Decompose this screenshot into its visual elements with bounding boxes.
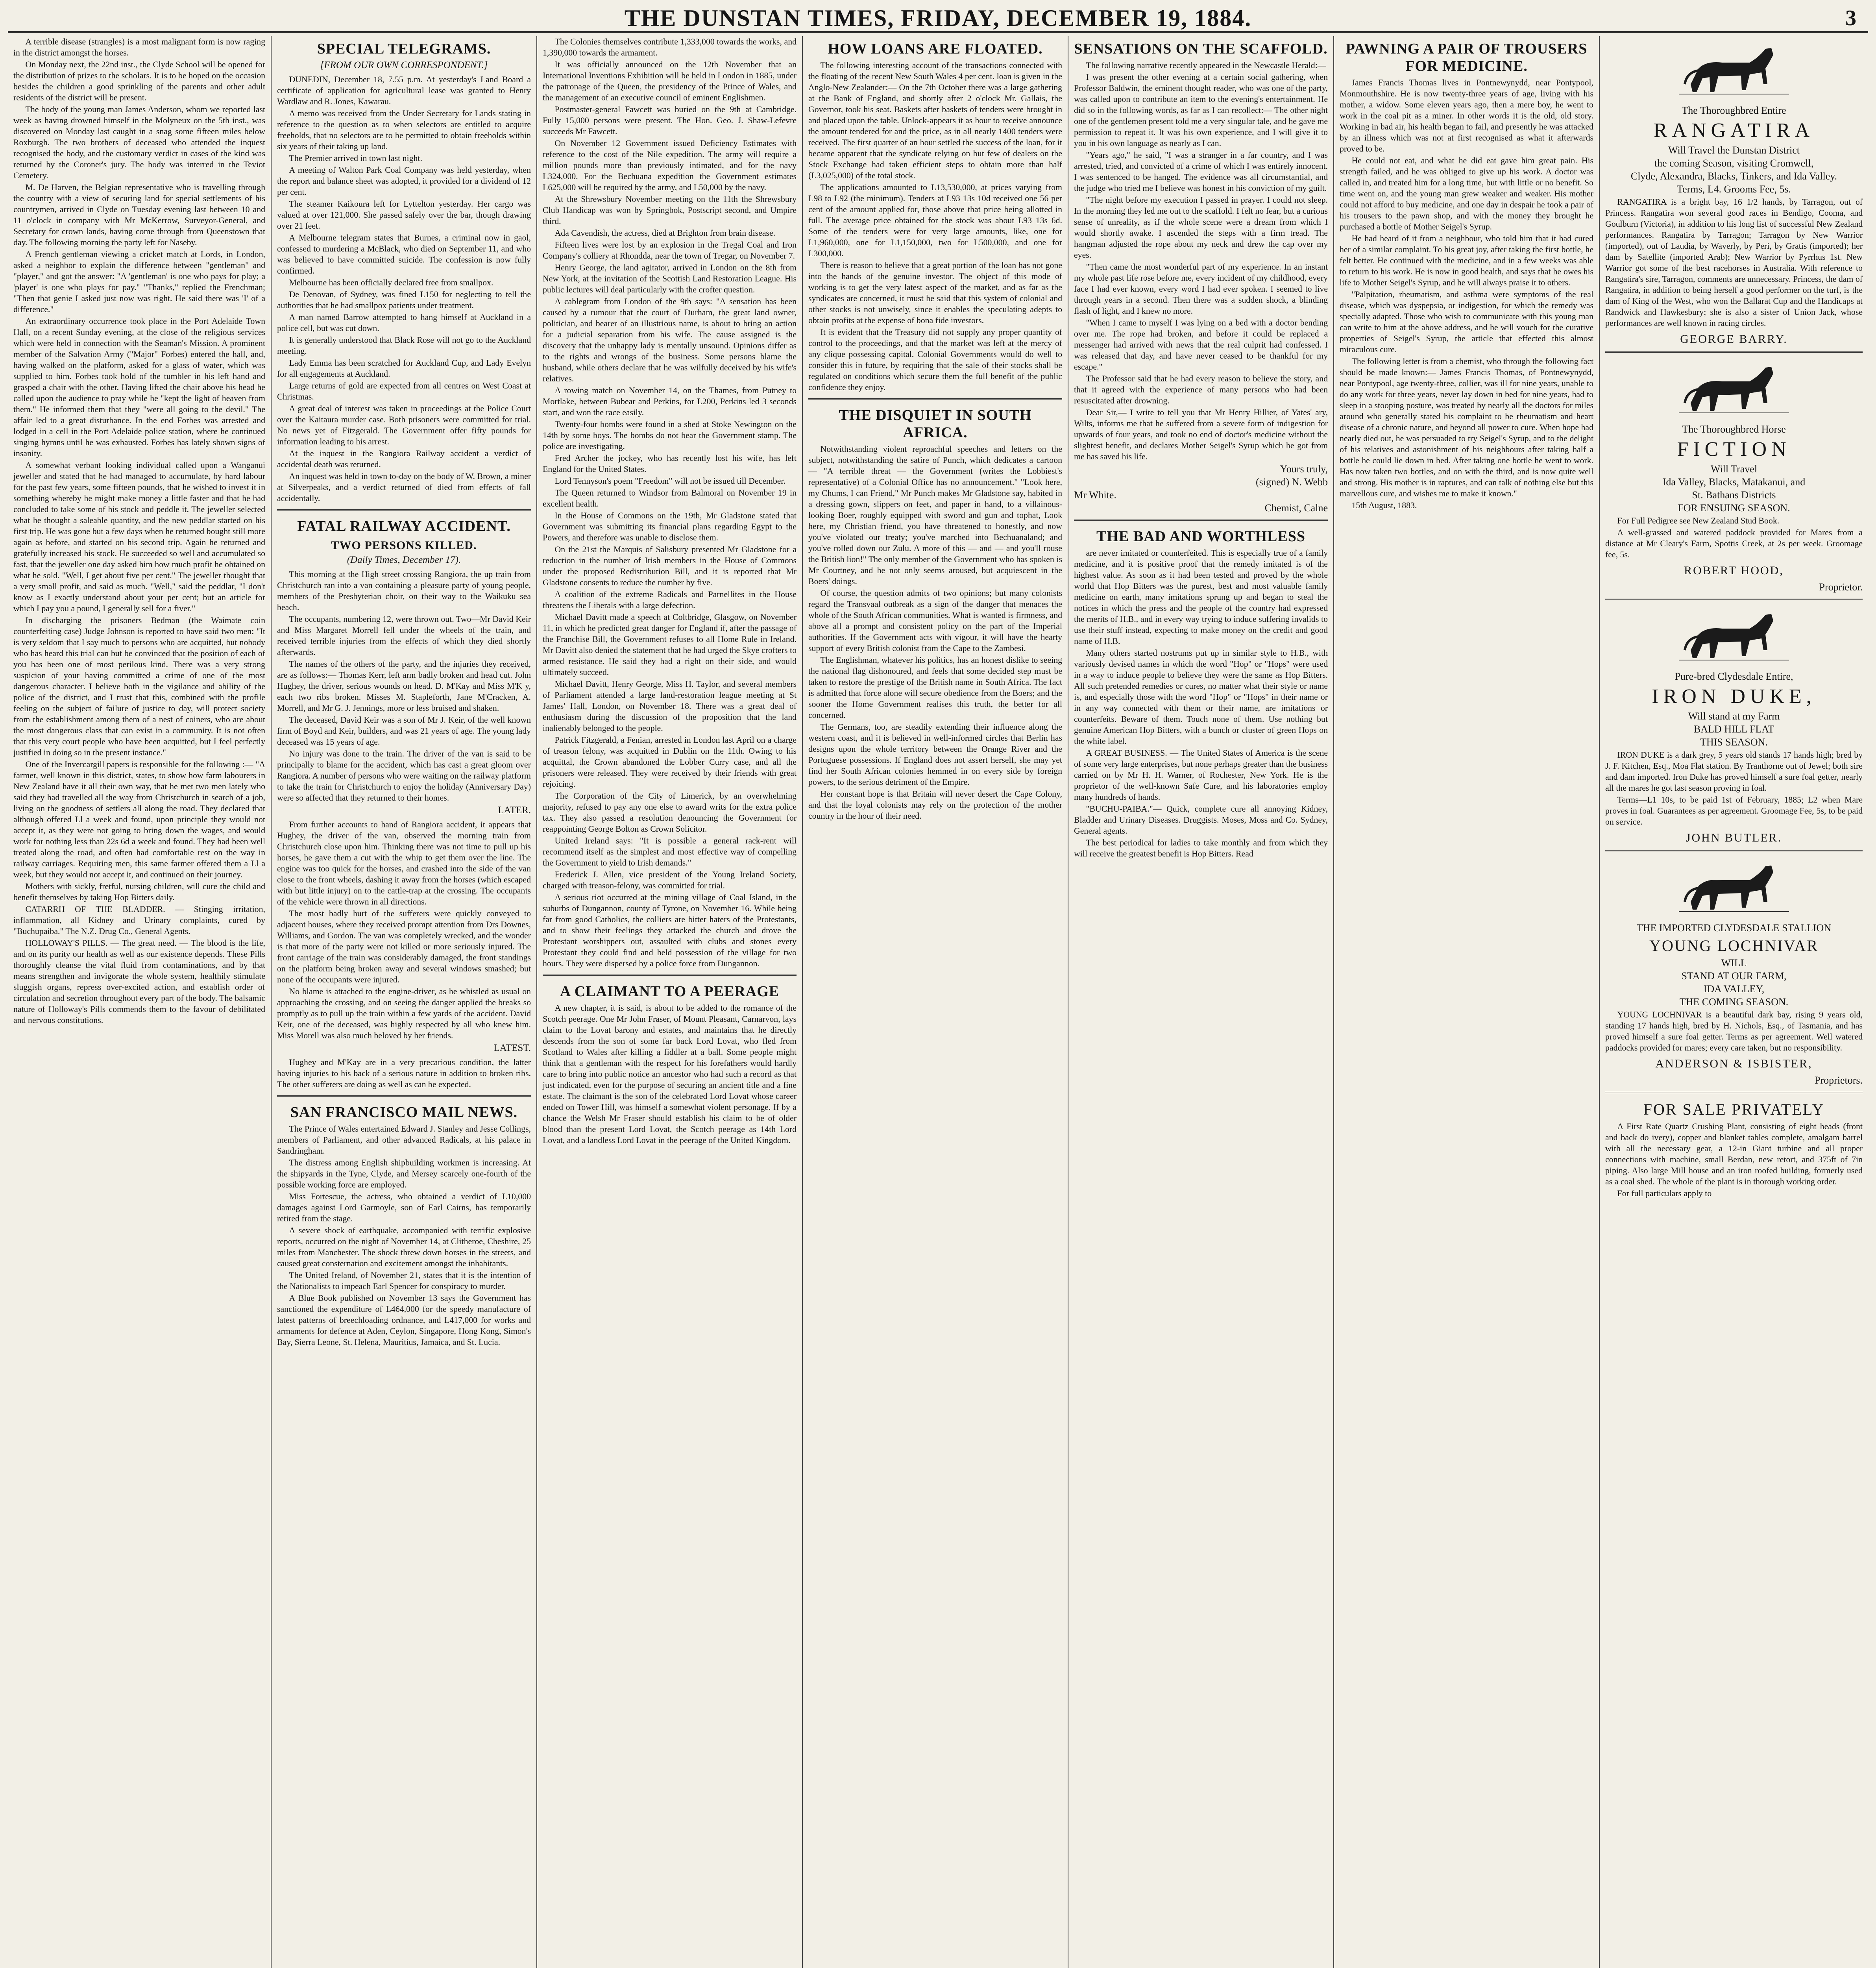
fiction-line-3: St. Bathans Districts — [1692, 489, 1776, 501]
heading-peerage: A CLAIMANT TO A PEERAGE — [560, 983, 780, 1000]
paragraph: The Corporation of the City of Limerick, by an overwhelming majority, refused to pay any one else to award writs for the extra police tax. They also passed a resolution denouncing the Government for reappointing George Bolton as Crown Solicitor. — [543, 791, 797, 834]
divider — [1605, 351, 1863, 354]
rangatira-text: RANGATIRA is a bright bay, 16 1/2 hands, by Tarragon, out of Princess. Rangatira won several good races in Bendigo, Cooma, and Goulburn (Victoria), in addition to his long list of successful New Zealand performances. Rangatira by Tarragon; Tarragon by New Warrior (imported), out of Laudia, by Waverly, by Peri, by Gratis (imported); her dam by Satellite (imported Arab); New Warrior by Pyrrhus 1st. New Warrior got some of the best racehorses in Australia. With reference to Rangatira's sire, Tarragon, comments are unnecessary. Princess, the dam of Rangatira, in addition to being herself a good performer on the turf, is the dam of King of the West, who won the Ballarat Cup and the Handicaps at Randwick and Hawkesbury; she is also a sister of Union Jack, whose performances are well known in racing circles. — [1605, 197, 1863, 328]
loans-body — [808, 60, 1062, 393]
paragraph: Lady Emma has been scratched for Auckland Cup, and Lady Evelyn for all engagements at Auckland. — [277, 358, 531, 379]
lochnivar-line-2: STAND AT OUR FARM, — [1681, 970, 1787, 982]
disquiet-body — [808, 444, 1062, 821]
paragraph: In the House of Commons on the 19th, Mr Gladstone stated that Government was submitting its financial plans regarding Egypt to the Powers, and therefore was unable to disclose them. — [543, 511, 797, 542]
fiction-line-1: Will Travel — [1710, 463, 1758, 475]
paragraph: Twenty-four bombs were found in a shed at Stoke Newington on the 14th by some boys. The bombs do not bear the Government stamp. The police are investigating. — [543, 420, 797, 451]
divider — [1605, 599, 1863, 601]
paragraph: A man named Barrow attempted to hang himself at Auckland in a police cell, but was cut down. — [277, 313, 531, 333]
paragraph: The Prince of Wales entertained Edward J. Stanley and Jesse Collings, members of Parliament, and other advanced Radicals, at his palace in Sandringham. — [277, 1124, 531, 1156]
fiction-text-2: A well-grassed and watered paddock provided for Mares from a distance at Mr Cleary's Farm, Spottis Creek, at 2s per week. Groomage fee, 5s. — [1605, 528, 1863, 559]
paragraph: Michael Davitt made a speech at Coltbridge, Glasgow, on November 11, in which he predicted great danger for England if, after the passage of the Franchise Bill, the Government refuses to all Home Rule in Ireland. Mr Davitt also denied the statement that he had urged the Skye crofters to armed resistance. He said they had a right on their side, and would ultimately succeed. — [543, 612, 797, 677]
paragraph: De Denovan, of Sydney, was fined L150 for neglecting to tell the authorities that he had smallpox patients under treatment. — [277, 290, 531, 310]
paragraph: The Queen returned to Windsor from Balmoral on November 19 in excellent health. — [543, 488, 797, 509]
paragraph: The steamer Kaikoura left for Lyttelton yesterday. Her cargo was valued at over 121,000. She passed safely over the bar, though drawing over 21 feet. — [277, 199, 531, 231]
paragraph: "When I came to myself I was lying on a bed with a doctor bending over me. The rope had broken, and before it could be replaced a messenger had arrived with news that the real culprit had confessed. I was released that day, and have never ceased to be thankful for my escape." — [1074, 318, 1328, 372]
paragraph: Hughey and M'Kay are in a very precarious condition, the latter having injuries to his back of a serious nature in addition to broken ribs. The other sufferers are doing as well as can be expected. — [277, 1058, 531, 1089]
sale-text: A First Rate Quartz Crushing Plant, consisting of eight heads (front and back do ivery), copper and blanket tables complete, amalgam barrel with all the necessary gear, a 12-in Giant turbine and all proper connections with machine, small Berdan, new retort, and 375ft of 7in piping. Also large Mill house and an iron roofed building, formerly used as a coal shed. The whole of the plant is in thorough working order. — [1605, 1122, 1863, 1186]
paragraph: Michael Davitt, Henry George, Miss H. Taylor, and several members of Parliament attended a large land-restoration league meeting at St James' Hall, London, on November 18. There was a great deal of enthusiasm during the discussion of the proposition that the land inalienably belonged to the people. — [543, 679, 797, 733]
paragraph: He could not eat, and what he did eat gave him great pain. His strength failed, and he was obliged to give up his work. A doctor was called in, and treated him for a long time, but with little or no benefit. So time went on, and the young man grew weaker and weaker. His mother could not afford to buy medicine, and one day in despair he took a pair of his trousers to the pawn shop, and with the money they brought he purchased a bottle of Mother Seigel's Syrup. — [1340, 156, 1593, 231]
paragraph: This morning at the High street crossing Rangiora, the up train from Christchurch ran into a van containing a pleasure party of young people, members of the Presbyterian choir, on their way to the Waikuku sea beach. — [277, 570, 531, 612]
paragraph: A severe shock of earthquake, accompanied with terrific explosive reports, occurred on the night of November 14, at Clitheroe, Cheshire, 25 miles from Manchester. The shock threw down horses in the streets, and caused great consternation and excitement amongst the inhabitants. — [277, 1226, 531, 1268]
iron-duke-line-2: BALD HILL FLAT — [1693, 723, 1774, 735]
paragraph: "Years ago," he said, "I was a stranger in a far country, and I was arrested, tried, and convicted of a crime of which I was entirely innocent. I was sentenced to be hanged. The evidence was all circumstantial, and the judge who tried me I believe was honest in his conviction of my guilt. — [1074, 150, 1328, 193]
paragraph: From further accounts to hand of Rangiora accident, it appears that Hughey, the driver of the van, observed the morning train from Christchurch close upon him. Thinking there was not time to pull up his horses, he gave them a cut with the whip to get them over the line. The engine was too quick for the horses, and crashed into the side of the van close to the front wheels, dashing it away from the horses (which escaped with but little injury) on to the cattle-trap at the crossing. The occupants of the vehicle were thrown in all directions. — [277, 820, 531, 906]
paragraph: A French gentleman viewing a cricket match at Lords, in London, asked a neighbor to explain the difference between "gentleman" and "player," and got the answer: "A 'gentleman' is one who pays for play; a 'player' is one who plays for pay." "Thanks," replied the Frenchman; "Then that genie I asked just now was right. He said there was 'I' of a difference." — [13, 250, 265, 314]
rangatira-line-3: Clyde, Alexandra, Blacks, Tinkers, and Ida Valley. — [1630, 170, 1837, 182]
paragraph: Patrick Fitzgerald, a Fenian, arrested in London last April on a charge of treason felony, was acquitted in Dublin on the 11th. Owing to his acquittal, the Crown abandoned the Lobber Curry case, and all the prisoners were released. They were received by their friends with great rejoicing. — [543, 735, 797, 789]
paragraph: The deceased, David Keir was a son of Mr J. Keir, of the well known firm of Boyd and Keir, builders, and was 21 years of age. The young lady deceased was 15 years of age. — [277, 715, 531, 747]
mail-body — [277, 1123, 531, 1348]
paragraph: The United Ireland, of November 21, states that it is the intention of the Nationalists to impeach Earl Spencer for conspiracy to murder. — [277, 1271, 531, 1291]
horse-engraving-icon — [1675, 41, 1793, 100]
paragraph: It was officially announced on the 12th November that an International Inventions Exhibition will be held in London in 1885, under the patronage of the Queen, the presidency of the Prince of Wales, and the management of an executive council of eminent Englishmen. — [543, 60, 797, 102]
sale-footer: For full particulars apply to — [1617, 1189, 1712, 1198]
divider — [543, 975, 797, 977]
paragraph: There is reason to believe that a great portion of the loan has not gone into the hands of the genuine investor. The object of this mode of working is to get the very latest aspect of the market, and as far as the syndicates are concerned, it must be said that this system of colonial and other stocks is not unwisely, since it enables the speculating adepts to obtain profits at the expense of bona fide investors. — [808, 261, 1062, 325]
paragraph: Mothers with sickly, fretful, nursing children, will cure the child and benefit themselves by taking Hop Bitters daily. — [13, 882, 265, 902]
paragraph: United Ireland says: "It is possible a general rack-rent will recommend itself as the simplest and most effective way of compelling the Government to yield to Irish demands." — [543, 836, 797, 867]
paragraph: I was present the other evening at a certain social gathering, when Professor Baldwin, the eminent thought reader, who was one of the party, was called upon to contribute an item to the evening's entertainment. He did so in the following words, as far as I can recollect:— The other night one of the gentlemen present told me a very singular tale, and he gave me permission to repeat it. It was his own experience, and I will give it to you in his own language as nearly as I can. — [1074, 72, 1328, 148]
horse-engraving-icon — [1675, 360, 1793, 419]
paragraph: The following letter is from a chemist, who through the following fact should be made known:— James Francis Thomas, of Pontnewynydd, near Pontypool, age twenty-three, collier, was ill for nine years, unable to do any work for three years, never lay down in bed for nine years, had to sleep in a stooping posture, was treated by nearly all the doctors for miles around who generally stated his complaint to be rheumatism and heart disease of a chronic nature, and beyond all power to cure. When hope had nearly died out, he was persuaded to try Seigel's Syrup, and to the delight of his relatives and astonishment of his neighbours after taking half a bottle he could lie down in bed. After taking one bottle he went to work. Has now taken two bottles, and on with the third, and is now quite well and strong. His mother is in raptures, and can talk of nothing else but this marvellous cure, and wishes me to make it known." — [1340, 357, 1593, 498]
column-7-ads — [1600, 36, 1868, 1968]
paragraph: Lord Tennyson's poem "Freedom" will not be issued till December. — [554, 476, 786, 486]
bad-body — [1074, 547, 1328, 859]
paragraph: On Monday next, the 22nd inst., the Clyde School will be opened for the distribution of prizes to the scholars. It is to be hoped on the occasion besides the children a good sprinkling of the parents and other adult residents of the district will be present. — [13, 60, 265, 102]
paragraph: 15th August, 1883. — [1351, 501, 1417, 510]
latest-label: LATEST. — [493, 1043, 531, 1053]
fiction-caption: The Thoroughbred Horse — [1682, 424, 1786, 435]
paragraph: It is evident that the Treasury did not supply any proper quantity of control to the proceedings, and that the market was left at the mercy of any clique possessing capital. Colonial Governments would do well to consider this in future, by requiring that the sale of their stocks shall be regulated on conditions which secure them the full benefit of the public confidence they enjoy. — [808, 327, 1062, 392]
heading-sensations: SENSATIONS ON THE SCAFFOLD. — [1074, 41, 1328, 57]
paragraph: The Englishman, whatever his politics, has an honest dislike to seeing the national flag dishonoured, and feels that some decided step must be taken to restore the prestige of the British name in South Africa. The fact is admitted that force alone will secure obedience from the Boers; and the sooner the Home Government realises this truth, the better for all concerned. — [808, 655, 1062, 720]
paragraph: Dear Sir,— I write to tell you that Mr Henry Hillier, of Yates' ary, Wilts, informs me that he suffered from a severe form of indigestion for upwards of four years, and took no end of doctor's medicine without the slightest benefit, and declares Mother Seigel's Syrup which he got from me has saved his life. — [1074, 408, 1328, 461]
paragraph: The following narrative recently appeared in the Newcastle Herald:— — [1086, 61, 1326, 70]
paragraph: The following interesting account of the transactions connected with the floating of the recent New South Wales 4 per cent. loan is given in the Anglo-New Zealander:— On the 7th October there was a large gathering at the Bank of England, and shortly after 2 o'clock Mr. Gallais, the Governor, took his seat. Baskets after baskets of tenders were brought in and placed upon the table. Unlock-appears it as hour to receive announce the amount tendered for and the price, as in all nearly 1400 tenders were received. The first quarter of an hour settled the success of the loan, for it became apparent that the syndicate relying on but few of dealers on the Stock Exchange had taken efficient steps to obtain more than half (L3,025,000) of the total stock. — [808, 61, 1062, 180]
paragraph: The names of the others of the party, and the injuries they received, are as follows:— Thomas Kerr, left arm badly broken and head cut. John Hughey, the driver, serious wounds on head. D. M'Kay and Miss M'K y, each two ribs broken. Misses M. Stapleforth, Jane M'Cracken, A. Morrell, and Mr G. J. Jennings, more or less bruised and shaken. — [277, 659, 531, 713]
paragraph: The most badly hurt of the sufferers were quickly conveyed to adjacent houses, where they received prompt attention from Drs Downes, Williams, and Gordon. The van was completely wrecked, and the wonder is that more of the party were not killed or more seriously injured. The front carriage of the train was considerably damaged, the front standings on the platform being broken away and several windows smashed; but none of the occupants were injured. — [277, 909, 531, 984]
paragraph: It is generally understood that Black Rose will not go to the Auckland meeting. — [277, 335, 531, 356]
paragraph: Fifteen lives were lost by an explosion in the Tregal Coal and Iron Company's colliery at Rhondda, near the town of Tregar, on November 7. — [543, 240, 797, 261]
rangatira-name: RANGATIRA — [1653, 119, 1815, 142]
paragraph: HOLLOWAY'S PILLS. — The great need. — The blood is the life, and on its purity our health as well as our existence depends. These Pills thoroughly cleanse the vital fluid from contaminations, and by that means strengthen and invigorate the whole system, healthily stimulate sluggish organs, repress over-excited action, and establish order of circulation and secretion throughout every part of the body. The balsamic nature of Holloway's Pills commends them to the favour of debilitated and nervous constitutions. — [13, 938, 265, 1025]
paragraph: The Colonies themselves contribute 1,333,000 towards the works, and 1,390,000 towards the armament. — [543, 37, 797, 57]
column-4 — [803, 36, 1068, 1968]
signature-mr-white: Mr White. — [1074, 489, 1116, 501]
page-number: 3 — [1845, 6, 1856, 30]
paragraph: Of course, the question admits of two opinions; but many colonists regard the Transvaal outbreak as a sign of the danger that menaces the whole of the South African communities. What is wanted is firmness, and above all a prompt and consistent policy on the part of the Imperial authorities. If the Government acts with vigour, it will have the hearty support of every British colonist from the Cape to the Zambesi. — [808, 588, 1062, 653]
iron-duke-terms: Terms—L1 10s, to be paid 1st of February, 1885; L2 when Mare proves in foal. Guarantees as per agreement. Groomage Fee, 5s, to be paid on service. — [1605, 795, 1863, 827]
heading-pawning: PAWNING A PAIR OF TROUSERS FOR MEDICINE. — [1346, 41, 1588, 74]
paragraph: At the Shrewsbury November meeting on the 11th the Shrewsbury Club Handicap was won by Springbok, Postscript second, and Umpire third. — [543, 194, 797, 226]
iron-duke-line-3: THIS SEASON. — [1700, 736, 1768, 748]
iron-duke-signature: JOHN BUTLER. — [1686, 831, 1782, 844]
paragraph: Henry George, the land agitator, arrived in London on the 8th from New York, at the invitation of the Scottish Land Restoration League. His public lectures will deal particularly with the crofter question. — [543, 263, 797, 294]
paragraph: Postmaster-general Fawcett was buried on the 9th at Cambridge. Fully 15,000 persons were present. The Hon. Geo. J. Shaw-Lefevre succeeds Mr Fawcett. — [543, 105, 797, 136]
heading-loans: HOW LOANS ARE FLOATED. — [828, 41, 1043, 57]
heading-special-telegrams: SPECIAL TELEGRAMS. — [317, 41, 491, 57]
lochnivar-line-3: IDA VALLEY, — [1703, 983, 1765, 995]
column-1 — [8, 36, 272, 1968]
paragraph: James Francis Thomas lives in Pontnewynydd, near Pontypool, Monmouthshire. He is now twenty-three years of age, living with his mother, a widow. Some eleven years ago, then a mere boy, he went to work in the coal pit as a miner. In other words it is the old, old story. Working in bad air, his health began to fail, and presently he was attacked by an illness which was not at first recognised as what it afterwards proved to be. — [1340, 78, 1593, 154]
paragraph: An inquest was held in town to-day on the body of W. Brown, a miner at Silverpeaks, and a verdict returned of died from effects of fall accidentally. — [277, 472, 531, 503]
heading-disquiet: THE DISQUIET IN SOUTH AFRICA. — [839, 407, 1032, 441]
subheading-correspondent: [FROM OUR OWN CORRESPONDENT.] — [320, 60, 488, 70]
fiction-name: FICTION — [1677, 438, 1791, 461]
column-2 — [272, 36, 537, 1968]
later-label: LATER. — [497, 805, 531, 816]
paragraph: No blame is attached to the engine-driver, as he whistled as usual on approaching the crossing, and on seeing the danger applied the breaks so promptly as to pull up the train within a few yards of the accident. David Keir, one of the deceased, was highly respected by all who knew him. Miss Morell was also much beloved by her friends. — [277, 987, 531, 1040]
iron-duke-text: IRON DUKE is a dark grey, 5 years old stands 17 hands high; bred by J. F. Kitchen, Esq., Moa Flat station. By Tranthorne out of Jewel; both sire and dam imported. Iron Duke has proved himself a sure foal getter, nearly all the mares he got last season proving in foal. — [1605, 750, 1863, 793]
column-3 — [537, 36, 803, 1968]
rangatira-caption: The Thoroughbred Entire — [1682, 105, 1786, 116]
paragraph: A terrible disease (strangles) is a most malignant form is now raging in the district amongst the horses. — [13, 37, 265, 57]
masthead — [8, 3, 1868, 33]
iron-duke-caption: Pure-bred Clydesdale Entire, — [1675, 671, 1793, 682]
fiction-line-2: Ida Valley, Blacks, Matakanui, and — [1662, 476, 1806, 488]
divider — [1605, 850, 1863, 853]
signature-yours: Yours truly, — [1280, 463, 1328, 475]
paragraph: A somewhat verbant looking individual called upon a Wanganui jeweller and stated that he had managed to accumulate, by hard labour for the past few years, some fifteen pounds, that he wished to invest it in something whereby he might make money a little faster and that he had concluded to take some of his stock and peddle it. The jeweller selected what he thought a saleable quantity, and the new peddlar started on his first trip. He was gone but a few days when he returned bought still more again as before, and started on his second trip. Again he returned and gratefully increased his stock. He succeeded so well and accumulated so fast, that the jeweller one day asked him how much profit he obtained on what he sold. "Well, I get about five per cent." The jeweller thought that a very small profit, and said as much. "Well," said the peddlar, "I don't know as I exactly understand about your per cent; but an article for which I pay you a pound, I generally sell for a fiver." — [13, 461, 265, 613]
paragraph: "Then came the most wonderful part of my experience. In an instant my whole past life rose before me, every incident of my childhood, every face I had ever known, every word I had ever spoken. I seemed to live through years in a second. Then there was a sudden shock, a blinding flash of light, and I knew no more. — [1074, 262, 1328, 316]
horse-engraving-icon — [1675, 607, 1793, 666]
paragraph: A cablegram from London of the 9th says: "A sensation has been caused by a rumour that the court of Durham, the great land owner, politician, and bearer of an illustrious name, is about to bring an action for a judicial separation from his wife. The cause assigned is the discovery that the unhappy lady is mentally unsound. Opinions differ as to the rights and wrongs of the business. Some persons blame the husband, while others declare that he was wilfully deceived by his wife's relatives. — [543, 297, 797, 383]
lochnivar-name: YOUNG LOCHNIVAR — [1649, 937, 1819, 954]
paragraph: The occupants, numbering 12, were thrown out. Two—Mr David Keir and Miss Margaret Morrell fell under the wheels of the train, and received terrible injuries from the effects of which they died shortly afterwards. — [277, 614, 531, 657]
paragraph: He had heard of it from a neighbour, who told him that it had cured her of a similar complaint. To his great joy, after taking the first bottle, he felt better. He continued with the medicine, and in a few weeks was able to return to his work. He is now in good health, and says that he owes his life to Mother Seigel's Syrup, and he will always praise it to others. — [1340, 234, 1593, 287]
paragraph: One of the Invercargill papers is responsible for the following :— "A farmer, well known in this district, states, to show how farm labourers in New Zealand have it all their own way, that he met two men lately who said they had travelled all the way from Christchurch in search of a job, living on the goodness of settlers all along the road. They declared that although offered Ll a week and found, upon principle they would not accept it, as they were not going to bring down the wages, and would work for nothing less than 22s 6d a week and found. They had been well treated along the road, and often had comfortable rest on the way in railway carriages. Requiring men, this same farmer offered them a Ll a week, but they would not accept it, and continued on their journey. — [13, 760, 265, 879]
divider — [808, 398, 1062, 401]
heading-bad-worthless: THE BAD AND WORTHLESS — [1096, 528, 1306, 545]
lochnivar-text: YOUNG LOCHNIVAR is a beautiful dark bay, rising 9 years old, standing 17 hands high, bred by H. Nichols, Esq., of Tasmania, and has proved himself a sure foal getter. Terms as per agreement. Well watered paddocks provided for mares; every care taken, but no responsibility. — [1605, 1010, 1863, 1052]
paragraph: "Palpitation, rheumatism, and asthma were symptoms of the real disease, which was dyspepsia, or indigestion, for which the remedy was specially adapted. Those who wish to communicate with this young man can write to him at the above address, and he will vouch for the curative properties of Seigel's Syrup, the article that effected this almost miraculous cure. — [1340, 290, 1593, 354]
paragraph: The Premier arrived in town last night. — [289, 154, 422, 163]
rangatira-signature: GEORGE BARRY. — [1680, 333, 1788, 346]
column-5 — [1068, 36, 1334, 1968]
paragraph: Ada Cavendish, the actress, died at Brighton from brain disease. — [554, 228, 776, 238]
divider — [1074, 520, 1328, 522]
paragraph: Miss Fortescue, the actress, who obtained a verdict of L10,000 damages against Lord Garmoyle, son of Earl Cairns, has temporarily retired from the stage. — [277, 1192, 531, 1223]
fiction-text: For Full Pedigree see New Zealand Stud Book. — [1617, 516, 1780, 525]
lochnivar-line-1: WILL — [1721, 957, 1747, 969]
sale-heading: FOR SALE PRIVATELY — [1643, 1101, 1825, 1118]
paragraph: The best periodical for ladies to take monthly and from which they will receive the greatest benefit is Hop Bitters. Read — [1074, 838, 1328, 858]
fiction-line-4: FOR ENSUING SEASON. — [1678, 502, 1790, 514]
railway-body — [277, 569, 531, 803]
special-telegrams-body — [277, 74, 531, 504]
signature-webb: (signed) N. Webb — [1255, 476, 1328, 488]
paragraph: No injury was done to the train. The driver of the van is said to be principally to blame for the accident, which has cast a great gloom over Rangiora. A number of persons who were waiting on the railway platform to take the train for Christchurch to enjoy the holiday (Anniversary Day) were so affected that they returned to their homes. — [277, 749, 531, 803]
paragraph: On November 12 Government issued Deficiency Estimates with reference to the cost of the Nile expedition. The army will require a million pounds more than previously intimated, and for the navy L324,000. For the Bechuana expedition the Government estimates L625,000 will be required by the army, and L50,000 by the navy. — [543, 139, 797, 192]
paragraph: are never imitated or counterfeited. This is especially true of a family medicine, and it is positive proof that the remedy imitated is of the highest value. As soon as it had been tested and proved by the whole world that Hop Bitters was the purest, best and most valuable family medicine on earth, many imitations sprung up and began to steal the notices in which the press and the people of the country had expressed the merits of H.B., and in every way trying to induce suffering invalids to use their stuff instead, expecting to make money on the credit and good name of H.B. — [1074, 548, 1328, 646]
paragraph: The distress among English shipbuilding workmen is increasing. At the shipyards in the Tyne, Clyde, and Mersey scarcely one-fourth of the possible working force are employed. — [277, 1158, 531, 1189]
lochnivar-signature-role: Proprietors. — [1814, 1075, 1863, 1086]
latest-body — [277, 1057, 531, 1090]
paragraph: Notwithstanding violent reproachful speeches and letters on the subject, notwithstanding the satire of Punch, which dedicates a cartoon — "A terrible threat — the Government (writes the Lobbiest's representative) of a Colonial Office has no announcement." "Look here, my Chums, I can Friend," Mr Punch makes Mr Gladstone say, habited in a dressing gown, slippers on feet, and paper in hand, to a villainous-looking Boer, roughly equipped with sword and gun and tophat, Look here, my Christian friend, you have threatened to honestly, and now you've violated our treaty; you've marched into Bechuanaland; and you've rolled down our Zulu. A more of this — and — and you'll rouse the British lion!" The only member of the Government who has spoken is Mr Courtney, and he not only seems aroused, but acquiescent in the Boers' doings. — [808, 444, 1062, 586]
peerage-body — [543, 1002, 797, 1146]
masthead-title: THE DUNSTAN TIMES, FRIDAY, DECEMBER 19, 1884. — [624, 5, 1252, 31]
rangatira-terms: Terms, L4. Grooms Fee, 5s. — [1677, 183, 1791, 195]
divider — [277, 509, 531, 512]
paragraph: A coalition of the extreme Radicals and Parnellites in the House threatens the Liberals with a large defection. — [543, 590, 797, 610]
heading-mail-news: SAN FRANCISCO MAIL NEWS. — [290, 1104, 518, 1121]
pawning-body — [1340, 77, 1593, 511]
paragraph: A great deal of interest was taken in proceedings at the Police Court over the Kaitaura murder case. Both prisoners were committed for trial. No news yet of Fitzgerald. The Government offer fifty pounds for information leading to his arrest. — [277, 404, 531, 446]
paragraph: A Blue Book published on November 13 says the Government has sanctioned the expenditure of L464,000 for the speedy manufacture of latest patterns of breechloading ordnance, and L417,000 for works and armaments for defence at Aden, Ceylon, Singapore, Hong Kong, Simon's Bay, Sierra Leone, St. Helena, Mauritius, Jamaica, and St. Lucia. — [277, 1293, 531, 1347]
iron-duke-name: IRON DUKE, — [1652, 685, 1816, 708]
column-3-body — [543, 36, 797, 969]
paragraph: "BUCHU-PAIBA."— Quick, complete cure all annoying Kidney, Bladder and Urinary Diseases. Druggists. Moses, Moss and Co. Sydney, General agents. — [1074, 804, 1328, 836]
iron-duke-line-1: Will stand at my Farm — [1688, 710, 1780, 722]
paragraph: At the inquest in the Rangiora Railway accident a verdict of accidental death was returned. — [277, 449, 531, 469]
columns — [8, 36, 1868, 1968]
rangatira-line-1: Will Travel the Dunstan District — [1668, 144, 1800, 156]
later-body — [277, 819, 531, 1041]
paragraph: A meeting of Walton Park Coal Company was held yesterday, when the report and balance sheet was adopted, it provided for a dividend of 12 per cent. — [277, 165, 531, 197]
paragraph: A GREAT BUSINESS. — The United States of America is the scene of some very large enterprises, but none perhaps greater than the business carried on by Mr H. H. Warner, of Rochester, New York. He is the proprietor of the well-known Safe Cure, and his laboratories employ many hundreds of hands. — [1074, 748, 1328, 802]
column-1-body — [13, 36, 265, 1026]
column-6 — [1334, 36, 1600, 1968]
signature-chemist: Chemist, Calne — [1264, 502, 1328, 514]
paragraph: DUNEDIN, December 18, 7.55 p.m. At yesterday's Land Board a certificate of application for agricultural lease was granted to Henry Wardlaw and R. Jones, Kawarau. — [277, 75, 531, 106]
subheading-daily-times: (Daily Times, December 17). — [347, 555, 461, 565]
paragraph: On the 21st the Marquis of Salisbury presented Mr Gladstone for a reduction in the number of Irish members in the House of Commons under the proposed Redistribution Bill, and it is reported that Mr Gladstone consents to reduce the number by five. — [543, 545, 797, 587]
paragraph: The Professor said that he had every reason to believe the story, and that it agreed with the experience of many persons who had been resuscitated after drowning. — [1074, 374, 1328, 405]
paragraph: Melbourne has been officially declared free from smallpox. — [289, 278, 493, 287]
paragraph: A rowing match on November 14, on the Thames, from Putney to Mortlake, between Bubear and Perkins, for L200, Perkins led 3 seconds start, and won the race easily. — [543, 386, 797, 417]
paragraph: A new chapter, it is said, is about to be added to the romance of the Scotch peerage. One Mr John Fraser, of Mount Pleasant, Carnarvon, lays claim to the Lovat barony and estates, and maintains that he directly descends from the son of some far back Lord Lovat, who fled from Scotland to Wales after killing a fiddler at a ball. Some people might think that a gentleman with the respect for his forefathers would hardly care to bring into public notice an ancestor who had such a record as that just indicated, even for the purpose of securing an ancient title and a fine estate. The claimant is the son of the celebrated Lord Lovat whose career ended on Tower Hill, was himself a somewhat violent personage. If by a chance the Welsh Mr Fraser should establish his claim to be of older blood than the present Lord Lovat, the Scotch peerage as 14th Lord Lovat, and a landless Lord Lovat in the peerage of the United Kingdom. — [543, 1003, 797, 1145]
paragraph: The body of the young man James Anderson, whom we reported last week as having drowned himself in the Molyneux on the 5th inst., was discovered on Monday last caught in a snag some fifteen miles below Roxburgh. The two brothers of deceased who attended the inquest recognised the body, and the customary verdict in cases of the kind was returned by the Coroner's jury. The body was interred in the Teviot Cemetery. — [13, 105, 265, 180]
lochnivar-caption: THE IMPORTED CLYDESDALE STALLION — [1636, 922, 1832, 934]
lochnivar-line-4: THE COMING SEASON. — [1679, 996, 1789, 1008]
paragraph: CATARRH OF THE BLADDER. — Stinging irritation, inflammation, all Kidney and Urinary complaints, cured by "Buchupaiba." The N.Z. Drug Co., General Agents. — [13, 904, 265, 936]
paragraph: Fred Archer the jockey, who has recently lost his wife, has left England for the United States. — [543, 453, 797, 474]
lochnivar-signature: ANDERSON & ISBISTER, — [1655, 1057, 1813, 1070]
paragraph: Large returns of gold are expected from all centres on West Coast at Christmas. — [277, 381, 531, 401]
paragraph: The Germans, too, are steadily extending their influence along the western coast, and it is believed in well-informed circles that Berlin has designs upon the whole territory between the Orange River and the Portuguese possessions. If England does not assert herself, she may yet find her South African colonies hemmed in on every side by foreign powers, to the serious detriment of the Empire. — [808, 722, 1062, 787]
paragraph: The applications amounted to L13,530,000, at prices varying from L98 to L92 (the minimum). Tenders at L93 13s 10d received one 56 per cent of the amount applied for, those above that price being allotted in full. The average price obtained for the stock was about L93 13s 6d. Some of the tenders were for very large amounts, like, one for L1,960,000, one for L1,150,000, two for L500,000, and one for L300,000. — [808, 183, 1062, 258]
fiction-signature: ROBERT HOOD, — [1684, 564, 1784, 577]
rangatira-line-2: the coming Season, visiting Cromwell, — [1654, 157, 1814, 169]
heading-two-killed: TWO PERSONS KILLED. — [331, 539, 477, 552]
paragraph: In discharging the prisoners Bedman (the Waimate coin counterfeiting case) Judge Johnson is reported to have said two men: "It is very seldom that I say much to persons who are acquitted, but nobody who has heard this trial can but be convinced that the position of each of you has been one of most perilous kind. There was a very strong suspicion of your having committed a crime of one of the most dangerous character. I believe both in the vigilance and ability of the police of the district, and I trust that this, combined with the profile feeling on the subject of failure of justice to day, will protect society from the establishment among them of a nest of coiners, who are about the most dangerous class that can exist in a community. It is not often that this very court people who have been acquitted, but I feel perfectly justified in doing so in the present instance." — [13, 616, 265, 757]
paragraph: M. De Harven, the Belgian representative who is travelling through the country with a view of securing land for special settlements of his countrymen, arrived in Clyde on Tuesday evening last between 10 and 11 o'clock in company with Mr McKerrow, Surveyor-General, and Secretary for crown lands, having come through from Queenstown that day. The following morning the party left for Naseby. — [13, 183, 265, 247]
fiction-signature-role: Proprietor. — [1819, 581, 1863, 593]
divider — [1605, 1092, 1863, 1095]
paragraph: Frederick J. Allen, vice president of the Young Ireland Society, charged with treason-felony, was committed for trial. — [543, 870, 797, 890]
paragraph: Her constant hope is that Britain will never desert the Cape Colony, and that the loyal colonists may rely on the protection of the mother country in the hour of their need. — [808, 789, 1062, 821]
sensations-body — [1074, 60, 1328, 462]
paragraph: An extraordinary occurrence took place in the Port Adelaide Town Hall, on a recent Sunday evening, at the close of the religious services which were held in connection with the Seaman's Mission. A prominent member of the Salvation Army ("Major" Forbes) entered the hall, and, having walked on the platform, asked for a glass of water, which was supplied to him. Forbes took hold of the tumbler in his left hand and grasped a chair with the other. Having lifted the chair above his head he called upon the audience to pray while he "kept the light of heaven from them." He informed them that they "were all going to the devil." The affair led to a great disturbance. In the end Forbes was arrested and lodged in a cell in the Port Adelaide police station, where he continued singing hymns until he was exhausted. Forbes has lately shown signs of insanity. — [13, 316, 265, 458]
newspaper-page — [8, 0, 1868, 1968]
paragraph: "The night before my execution I passed in prayer. I could not sleep. In the morning they led me out to the scaffold. I felt no fear, but a curious sense of unreality, as if the whole scene were a dream from which I would shortly awake. I ascended the steps with a firm tread. The hangman adjusted the rope about my neck and drew the cap over my eyes. — [1074, 195, 1328, 260]
paragraph: A serious riot occurred at the mining village of Coal Island, in the suburbs of Dungannon, county of Tyrone, on November 16. While being far from good Catholics, the colliers are bitter haters of the Protestants, and to show their feelings they attacked the church and drove the Protestant worshippers out, assaulted with clubs and stones every Protestant they could find and held possession of the village for two hours. They were dispersed by a police force from Dungannon. — [543, 893, 797, 968]
paragraph: A memo was received from the Under Secretary for Lands stating in reference to the question as to when selectors are entitled to acquire freeholds, that no selectors are to be permitted to obtain freeholds within six years of their taking up land. — [277, 109, 531, 151]
divider — [277, 1095, 531, 1098]
heading-railway-accident: FATAL RAILWAY ACCIDENT. — [297, 518, 511, 535]
paragraph: Many others started nostrums put up in similar style to H.B., with variously devised names in which the word "Hop" or "Hops" were used in a way to induce people to believe they were the same as Hop Bitters. All such pretended remedies or cures, no matter what their style or name is, and especially those with the word "Hop" or "Hops" in their name or in any way connected with them or their name, are imitations or counterfeits. Beware of them. Touch none of them. Use nothing but genuine American Hop Bitters, with a bunch or cluster of green Hops on the white label. — [1074, 648, 1328, 746]
horse-engraving-icon — [1675, 858, 1793, 917]
paragraph: A Melbourne telegram states that Burnes, a criminal now in gaol, confessed to murdering a McBlack, who died on September 11, and who was believed to have committed suicide. The confession is now fully confirmed. — [277, 233, 531, 276]
